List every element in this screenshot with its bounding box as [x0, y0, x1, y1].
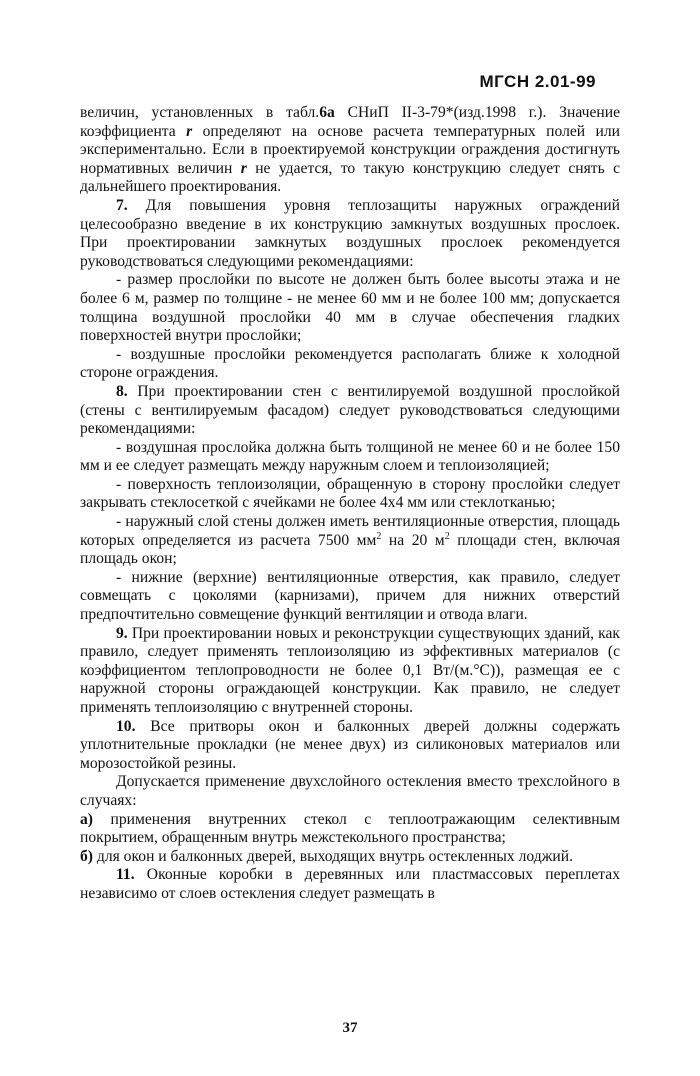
superscript: 2 [444, 530, 450, 542]
clause-number: 8. [116, 382, 128, 400]
text-fragment: При проектировании новых и реконструкции существующих зданий, как правило, следует применять теплоизоляцию из эффективных материалов (с коэффициентом теплопроводности не более 0,1 Вт/(м.°С)), размещая ее с наружной стороны ограждающей конструкции. Как правило, не следует применять теплоизоляцию с внутренней стороны. [80, 624, 620, 716]
paragraph-8 [80, 383, 620, 439]
text-fragment: определяют на основе расчета температурных полей или экспериментально. Если в проектируемой конструкции ограждения достигнуть нормативных величин [80, 122, 620, 177]
symbol-r: r [240, 159, 247, 177]
text-fragment: Для повышения уровня теплозащиты наружных ограждений целесообразно введение в их конструкцию замкнутых воздушных прослоек. При проектировании замкнутых воздушных прослоек рекомендуется руководствоваться следующими рекомендациями: [80, 196, 620, 270]
text-fragment: - наружный слой стены должен иметь вентиляционные отверстия, площадь которых определяется из расчета 7500 мм [80, 513, 620, 549]
list-item: - нижние (верхние) вентиляционные отверстия, как правило, следует совмещать с цоколями (карнизами), причем для нижних отверстий предпочтительно совмещение функций вентиляции и отвода влаги. [80, 568, 620, 624]
clause-number: 9. [116, 624, 128, 642]
paragraph-continuation [80, 104, 620, 197]
document-code-header: МГСН 2.01-99 [479, 72, 596, 91]
text-fragment: величин, установленных в табл. [80, 104, 320, 121]
text-fragment: применения внутренних стекол с теплоотражающим селективным покрытием, обращенным внутрь межстекольного пространства; [80, 810, 620, 847]
text-fragment: Оконные коробки в деревянных или пластмассовых переплетах независимо от слоев остекления следует размещать в [80, 866, 620, 902]
superscript: 2 [376, 530, 382, 542]
text-fragment: для окон и балконных дверей, выходящих внутрь остекленных лоджий. [93, 847, 574, 865]
clause-number: 7. [116, 196, 128, 214]
paragraph-7 [80, 197, 620, 271]
clause-number: 11. [116, 866, 135, 884]
clause-number: 10. [116, 717, 136, 735]
list-item: - воздушные прослойки рекомендуется располагать ближе к холодной стороне ограждения. [80, 345, 620, 382]
list-item [80, 811, 620, 848]
text-fragment: Все притворы окон и балконных дверей должны содержать уплотнительные прокладки (не менее двух) из силиконовых материалов или морозостойкой резины. [80, 717, 620, 772]
paragraph-9 [80, 625, 620, 718]
text-fragment: на 20 м [381, 531, 445, 549]
list-marker: а) [80, 810, 93, 828]
page-number: 37 [342, 1020, 358, 1036]
paragraph-10 [80, 718, 620, 774]
text-fragment: не удается, то такую конструкцию следует снять с дальнейшего проектирования. [80, 159, 620, 196]
table-ref: 6а [319, 104, 335, 121]
list-marker: б) [80, 847, 93, 865]
paragraph-11 [80, 866, 620, 903]
paragraph: Допускается применение двухслойного остекления вместо трехслойного в случаях: [80, 773, 620, 809]
symbol-r: r [186, 122, 193, 140]
text-fragment: При проектировании стен с вентилируемой воздушной прослойкой (стены с вентилируемым фасадом) следует руководствоваться следующими рекомендациями: [80, 382, 620, 438]
text-fragment: площади стен, включая площадь окон; [80, 531, 620, 568]
list-item: - размер прослойки по высоте не должен быть более высоты этажа и не более 6 м, размер по толщине - не менее 60 мм и не более 100 мм; допускается толщина воздушной прослойки 40 мм в случае обеспечения гладких поверхностей внутри прослойки; [80, 271, 620, 345]
text-fragment: СНиП II-3-79*(изд.1998 г.). Значение коэффициента [80, 104, 621, 140]
list-item [80, 513, 620, 569]
list-item: - поверхность теплоизоляции, обращенную в сторону прослойки следует закрывать стеклосеткой с ячейками не более 4х4 мм или стеклотканью; [80, 475, 620, 512]
list-item [80, 848, 620, 867]
document-body [80, 104, 620, 904]
list-item: - воздушная прослойка должна быть толщиной не менее 60 и не более 150 мм и ее следует размещать между наружным слоем и теплоизоляцией; [80, 438, 620, 475]
